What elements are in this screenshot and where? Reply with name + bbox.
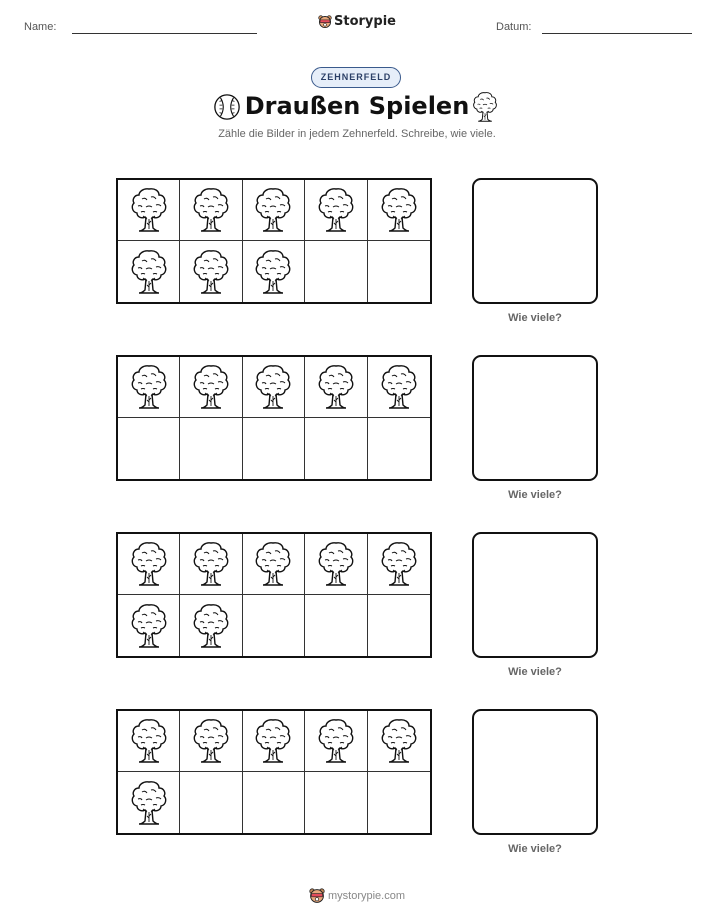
tree-icon: [129, 247, 169, 297]
date-line[interactable]: [542, 33, 692, 34]
ten-frame-cell: [118, 595, 180, 656]
tree-icon: [316, 539, 356, 589]
page-title: Draußen Spielen: [244, 92, 470, 120]
tree-icon: [379, 185, 419, 235]
ten-frame-cell: [305, 595, 367, 656]
ten-frame-cell: [368, 534, 430, 595]
tree-icon: [253, 716, 293, 766]
ten-frame-cell: [368, 180, 430, 241]
answer-prompt: Wie viele?: [508, 489, 562, 501]
answer-box[interactable]: [472, 355, 598, 481]
ten-frame: [116, 178, 432, 304]
ten-frame-cell: [180, 595, 242, 656]
tree-icon: [379, 362, 419, 412]
ten-frame-cell: [368, 357, 430, 418]
answer-box[interactable]: [472, 532, 598, 658]
tree-icon: [316, 716, 356, 766]
ten-frame-cell: [305, 418, 367, 479]
name-label: Name:: [24, 21, 57, 33]
ten-frame-cell: [180, 772, 242, 833]
tree-icon: [129, 185, 169, 235]
tree-icon: [129, 539, 169, 589]
ten-frame-cell: [368, 595, 430, 656]
ten-frame-cell: [118, 772, 180, 833]
tree-icon: [253, 185, 293, 235]
tree-icon: [129, 362, 169, 412]
date-label: Datum:: [496, 21, 532, 33]
ten-frame-cell: [118, 357, 180, 418]
tree-icon: [316, 362, 356, 412]
ten-frame-cell: [118, 711, 180, 772]
tree-icon: [470, 90, 500, 124]
ten-frame-cell: [368, 772, 430, 833]
tree-icon: [253, 247, 293, 297]
ten-frame-cell: [180, 241, 242, 302]
answer-prompt: Wie viele?: [508, 843, 562, 855]
answer-prompt: Wie viele?: [508, 666, 562, 678]
ten-frame-cell: [180, 711, 242, 772]
answer-box[interactable]: [472, 709, 598, 835]
ten-frame-cell: [243, 180, 305, 241]
tree-icon: [316, 185, 356, 235]
footer-url[interactable]: mystorypie.com: [327, 889, 406, 902]
tree-icon: [191, 716, 231, 766]
ten-frame: [116, 532, 432, 658]
name-line[interactable]: [72, 33, 257, 34]
answer-prompt: Wie viele?: [508, 312, 562, 324]
ten-frame-cell: [243, 418, 305, 479]
tree-icon: [253, 539, 293, 589]
tree-icon: [129, 716, 169, 766]
ten-frame-cell: [243, 241, 305, 302]
tree-icon: [253, 362, 293, 412]
tree-icon: [191, 362, 231, 412]
ten-frame-cell: [118, 180, 180, 241]
tree-icon: [129, 601, 169, 651]
tree-icon: [379, 539, 419, 589]
brand-name: Storypie: [334, 14, 396, 29]
ten-frame-cell: [118, 534, 180, 595]
ten-frame-cell: [305, 772, 367, 833]
tree-icon: [191, 539, 231, 589]
ten-frame-cell: [180, 357, 242, 418]
brand-logo: [0, 14, 714, 29]
ten-frame-cell: [118, 418, 180, 479]
ten-frame-cell: [180, 534, 242, 595]
ten-frame: [116, 709, 432, 835]
ten-frame-cell: [305, 711, 367, 772]
ten-frame-cell: [243, 772, 305, 833]
ten-frame-cell: [368, 711, 430, 772]
ten-frame-cell: [180, 418, 242, 479]
tree-icon: [191, 247, 231, 297]
instructions: Zähle die Bilder in jedem Zehnerfeld. Schreibe, wie viele.: [218, 128, 496, 140]
storypie-bear-icon: [318, 15, 332, 29]
tree-icon: [379, 716, 419, 766]
storypie-bear-icon: [309, 888, 325, 904]
tree-icon: [129, 778, 169, 828]
answer-box[interactable]: [472, 178, 598, 304]
ten-frame-cell: [243, 711, 305, 772]
ten-frame-cell: [243, 595, 305, 656]
ten-frame: [116, 355, 432, 481]
footer: [0, 888, 714, 904]
tree-icon: [191, 601, 231, 651]
ten-frame-cell: [180, 180, 242, 241]
ten-frame-cell: [305, 357, 367, 418]
tree-icon: [191, 185, 231, 235]
ten-frame-cell: [243, 534, 305, 595]
ten-frame-cell: [243, 357, 305, 418]
ten-frame-cell: [305, 534, 367, 595]
ten-frame-cell: [118, 241, 180, 302]
ten-frame-cell: [305, 180, 367, 241]
ten-frame-cell: [368, 241, 430, 302]
ten-frame-cell: [305, 241, 367, 302]
worksheet-type-badge: ZEHNERFELD: [311, 67, 401, 88]
ten-frame-cell: [368, 418, 430, 479]
